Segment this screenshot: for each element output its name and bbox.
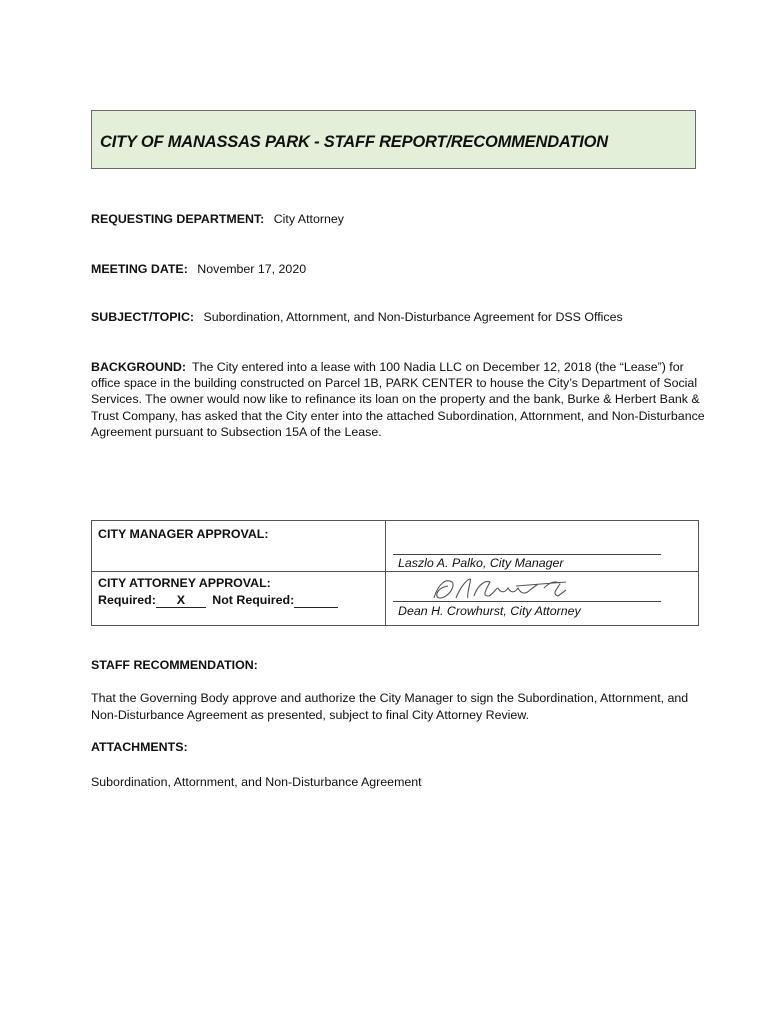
meeting-date-value: November 17, 2020 xyxy=(197,262,307,276)
city-manager-approval-cell xyxy=(92,521,386,572)
requesting-department-label: REQUESTING DEPARTMENT: xyxy=(91,212,265,226)
city-attorney-approval-label: CITY ATTORNEY APPROVAL: xyxy=(98,576,271,590)
city-attorney-signature-line xyxy=(393,601,661,602)
attachments-heading: ATTACHMENTS: xyxy=(91,740,188,754)
city-attorney-approval-cell xyxy=(92,572,386,626)
attachments-text: Subordination, Attornment, and Non-Disturbance Agreement xyxy=(91,775,422,789)
staff-recommendation-heading: STAFF RECOMMENDATION: xyxy=(91,658,258,672)
meeting-date xyxy=(91,262,306,276)
handwritten-signature xyxy=(426,574,596,604)
background-text: The City entered into a lease with 100 Nadia LLC on December 12, 2018 (the “Lease”) for office space in the building constructed on Parcel 1B, PARK CENTER to house the City’s Department of Social Services. The owner would now like to refinance its loan on the property and the bank, Burke & Herbert Bank & Trust Company, has asked that the City enter into the attached Subordination, Attornment, and Non-Disturbance Agreement pursuant to Subsection 15A of the Lease. xyxy=(91,360,705,439)
background-section xyxy=(91,359,711,440)
approvals-table xyxy=(91,520,699,626)
subject-topic xyxy=(91,310,623,324)
requesting-department-value: City Attorney xyxy=(273,212,344,226)
city-attorney-signer: Dean H. Crowhurst, City Attorney xyxy=(398,604,581,618)
city-manager-approval-label: CITY MANAGER APPROVAL: xyxy=(98,527,269,541)
city-manager-signature-cell xyxy=(386,521,699,572)
required-label: Required: xyxy=(98,593,156,607)
background-label: BACKGROUND: xyxy=(91,360,186,374)
not-required-label: Not Required: xyxy=(212,593,295,607)
meeting-date-label: MEETING DATE: xyxy=(91,262,188,276)
required-mark: X xyxy=(156,593,206,608)
subject-topic-value: Subordination, Attornment, and Non-Disturbance Agreement for DSS Offices xyxy=(203,310,623,324)
city-manager-signature-line xyxy=(393,554,661,555)
staff-recommendation-text: That the Governing Body approve and authorize the City Manager to sign the Subordination, Attornment, and Non-Disturbance Agreement as presented, subject to final City Attorney Review. xyxy=(91,691,689,722)
city-attorney-required-row xyxy=(98,593,338,608)
report-title-box xyxy=(91,110,696,169)
not-required-blank xyxy=(294,593,338,608)
report-title: CITY OF MANASSAS PARK - STAFF REPORT/RECOMMENDATION xyxy=(100,133,609,151)
subject-topic-label: SUBJECT/TOPIC: xyxy=(91,310,195,324)
requesting-department xyxy=(91,212,344,226)
city-manager-signer: Laszlo A. Palko, City Manager xyxy=(398,556,564,570)
city-attorney-signature-cell xyxy=(386,572,699,626)
